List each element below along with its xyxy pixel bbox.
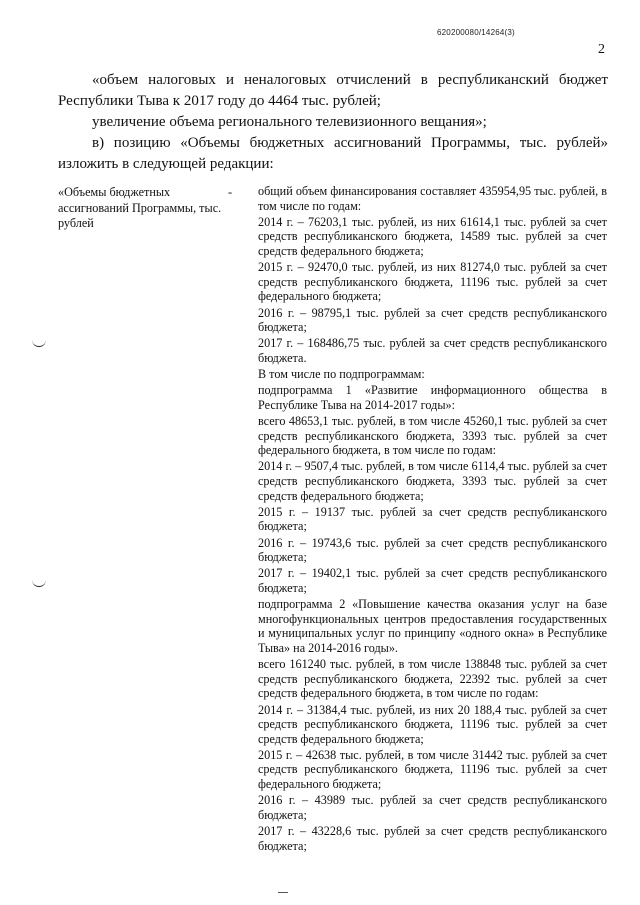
- margin-mark: [32, 340, 46, 347]
- funding-paragraph: 2017 г. – 19402,1 тыс. рублей за счет средств республиканского бюджета;: [258, 566, 607, 595]
- table-left-cell: «Объемы бюджетных ассигнований Программы, тыс. рублей: [58, 185, 222, 230]
- page-number: 2: [598, 42, 605, 57]
- funding-paragraph: 2015 г. – 92470,0 тыс. рублей, из них 81274,0 тыс. рублей за счет средств республиканского бюджета, 11196 тыс. рублей за счет федерального бюджета;: [258, 260, 607, 304]
- funding-paragraph: 2015 г. – 19137 тыс. рублей за счет средств республиканского бюджета;: [258, 504, 607, 534]
- funding-paragraph: общий объем финансирования составляет 435954,95 тыс. рублей, в том числе по годам:: [258, 184, 607, 213]
- funding-paragraph: 2017 г. – 168486,75 тыс. рублей за счет средств республиканского бюджета.: [258, 336, 607, 365]
- intro-paragraph-3: в) позицию «Объемы бюджетных ассигнований Программы, тыс. рублей» изложить в следующей редакции:: [58, 135, 608, 172]
- funding-paragraph: подпрограмма 2 «Повышение качества оказания услуг на базе многофункциональных центров предоставления государственных и муниципальных услуг по принципу «одного окна» в Республике Тыва» на 2014-2016 годы».: [258, 597, 607, 655]
- intro-paragraph-1: «объем налоговых и неналоговых отчислений в республиканский бюджет Республики Тыва к 2017 году до 4464 тыс. рублей;: [58, 72, 608, 109]
- bottom-mark: [278, 892, 288, 893]
- funding-paragraph: всего 48653,1 тыс. рублей, в том числе 45260,1 тыс. рублей за счет средств республиканского бюджета, 3393 тыс. рублей за счет федерального бюджета, в том числе по годам:: [258, 414, 607, 458]
- table-dash: -: [228, 185, 233, 199]
- funding-paragraph: 2016 г. – 43989 тыс. рублей за счет средств республиканского бюджета;: [258, 793, 607, 822]
- intro-paragraph-2: увеличение объема регионального телевизионного вещания»;: [92, 114, 487, 130]
- funding-paragraph: 2017 г. – 43228,6 тыс. рублей за счет средств республиканского бюджета;: [258, 824, 607, 853]
- intro-text: [58, 70, 608, 175]
- funding-paragraph: 2016 г. – 98795,1 тыс. рублей за счет средств республиканского бюджета;: [258, 305, 607, 335]
- document-number: 620200080/14264(3): [437, 28, 515, 37]
- funding-paragraph: 2014 г. – 76203,1 тыс. рублей, из них 61614,1 тыс. рублей за счет средств республиканского бюджета, 14589 тыс. рублей за счет средств федерального бюджета;: [258, 214, 607, 258]
- funding-paragraph: 2014 г. – 31384,4 тыс. рублей, из них 20 188,4 тыс. рублей за счет средств республиканского бюджета, 11196 тыс. рублей за счет средств федерального бюджета;: [258, 702, 607, 746]
- table-right-cell: [258, 184, 607, 855]
- margin-mark: [32, 580, 46, 587]
- funding-paragraph: 2014 г. – 9507,4 тыс. рублей, в том числе 6114,4 тыс. рублей за счет средств республиканского бюджета, 3393 тыс. рублей за счет средств федерального бюджета;: [258, 459, 607, 503]
- funding-paragraph: В том числе по подпрограммам:: [258, 367, 425, 382]
- funding-paragraph: подпрограмма 1 «Развитие информационного общества в Республике Тыва на 2014-2017 годы»:: [258, 383, 607, 412]
- funding-paragraph: всего 161240 тыс. рублей, в том числе 138848 тыс. рублей за счет средств республиканского бюджета, 22392 тыс. рублей за счет средств федерального бюджета, в том числе по годам:: [258, 657, 607, 701]
- funding-paragraph: 2015 г. – 42638 тыс. рублей, в том числе 31442 тыс. рублей за счет средств республиканского бюджета, 11196 тыс. рублей за счет федерального бюджета;: [258, 747, 607, 792]
- funding-paragraph: 2016 г. – 19743,6 тыс. рублей за счет средств республиканского бюджета;: [258, 535, 607, 565]
